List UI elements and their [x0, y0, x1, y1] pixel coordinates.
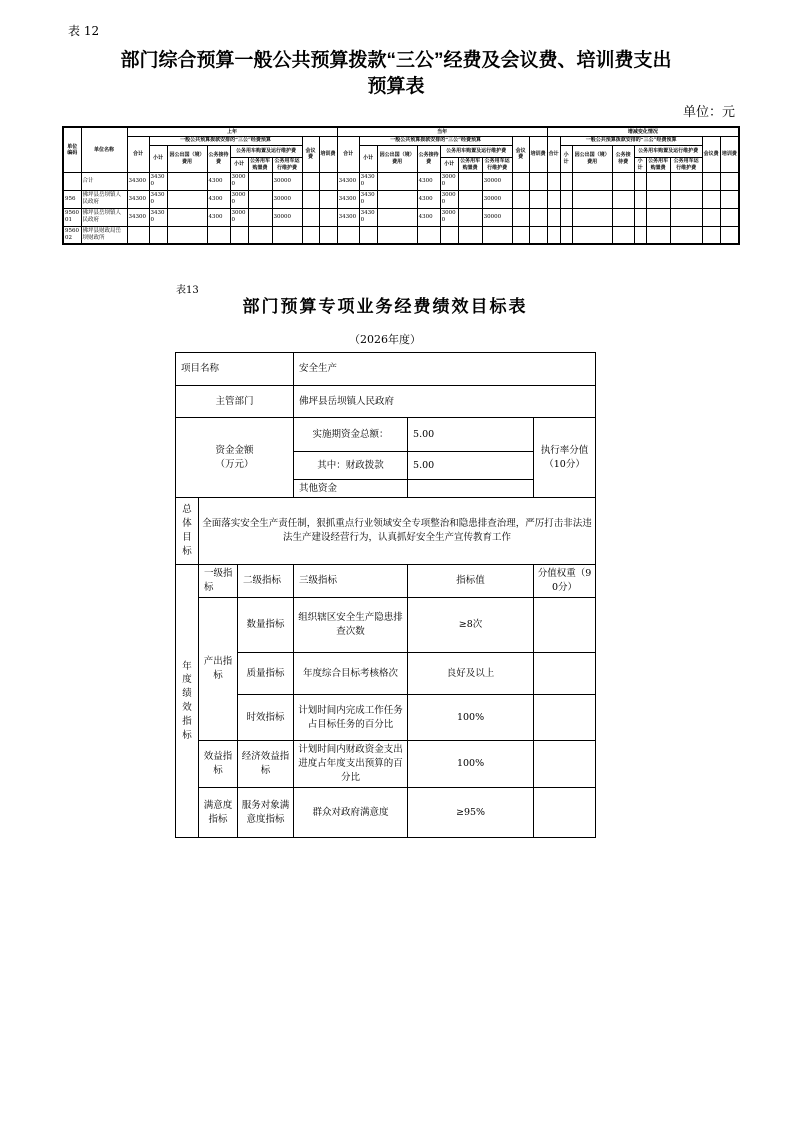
header-vehicle-group: 公务用车购置及运行维护费	[634, 145, 702, 157]
value-cell	[302, 190, 319, 208]
header-meeting: 会议费	[302, 136, 319, 172]
header-abroad: 因公出国（境）费用	[167, 145, 207, 172]
value-cell	[512, 172, 529, 190]
overall-goal-label: 总体目标	[176, 498, 199, 565]
weight-cell	[534, 788, 596, 838]
header-budget-group: 一般公共预算拨款安排的“三公”经费预算	[359, 136, 512, 145]
level3-cell: 计划时间内完成工作任务占目标任务的百分比	[294, 695, 408, 741]
annual-indicator-label: 年度绩效指标	[176, 565, 199, 838]
weight-cell	[534, 741, 596, 788]
value-cell	[167, 190, 207, 208]
value-cell: 30000	[230, 190, 248, 208]
level2-cell: 质量指标	[238, 653, 294, 695]
value-cell: 30000	[482, 208, 512, 226]
value-cell: 4300	[207, 208, 230, 226]
section-curr-year: 当年	[337, 127, 547, 136]
three-public-expense-table	[62, 126, 740, 245]
value-cell	[612, 172, 634, 190]
value-cell	[529, 226, 547, 244]
value-cell	[440, 226, 458, 244]
header-unit-code: 单位编码	[63, 127, 81, 172]
value-cell: 34300	[149, 208, 167, 226]
header-unit-name: 单位名称	[81, 127, 127, 172]
header-reception: 公务接待费	[207, 145, 230, 172]
fund-amount-label-line2: （万元）	[215, 458, 254, 470]
value-cell	[560, 190, 572, 208]
table12-title-line2: 预算表	[367, 75, 425, 97]
table-row	[63, 190, 739, 208]
value-cell	[512, 208, 529, 226]
header-vehicle-purchase: 公务用车购置费	[460, 158, 481, 171]
project-name-label: 项目名称	[176, 353, 294, 386]
level1-cell: 满意度指标	[199, 788, 238, 838]
value-cell: 30000	[230, 172, 248, 190]
value-cell	[272, 226, 302, 244]
header-subtotal: 小计	[560, 145, 572, 172]
value-cell: 4300	[417, 190, 440, 208]
value-cell	[512, 190, 529, 208]
header-vehicle-group: 公务用车购置及运行维护费	[230, 145, 302, 157]
header-reception: 公务接待费	[417, 145, 440, 172]
header-level3: 三级指标	[294, 565, 408, 598]
value-cell	[248, 172, 272, 190]
value-cell: 34300	[337, 172, 359, 190]
value-cell: 34300	[337, 208, 359, 226]
overall-goal-text: 全面落实安全生产责任制，狠抓重点行业领域安全专项整治和隐患排查治理，严厉打击非法违法生产建设经营行为，认真抓好安全生产宣传教育工作	[199, 498, 596, 565]
value-cell: 34300	[127, 172, 149, 190]
fund-other-value	[408, 480, 534, 498]
indicator-row	[176, 741, 596, 788]
header-total: 合计	[337, 136, 359, 172]
header-subtotal: 小计	[149, 145, 167, 172]
value-cell: 30000	[230, 208, 248, 226]
unit-code-cell: 956002	[63, 226, 81, 244]
level3-cell: 计划时间内财政资金支出进度占年度支出预算的百分比	[294, 741, 408, 788]
unit-name-cell: 佛坪县财政局岳坝财政所	[81, 226, 127, 244]
value-cell	[547, 226, 560, 244]
fund-fiscal-value: 5.00	[408, 452, 534, 480]
header-vehicle-purchase: 公务用车购置费	[249, 158, 270, 171]
value-cell	[207, 226, 230, 244]
table13-subtitle: （2026年度）	[349, 333, 421, 346]
project-name-value: 安全生产	[294, 353, 596, 386]
fund-other-label: 其他资金	[294, 480, 408, 498]
value-cell	[417, 226, 440, 244]
table-row	[63, 172, 739, 190]
header-vehicle-purchase: 公务用车购置费	[648, 158, 669, 171]
value-cell	[702, 226, 720, 244]
fund-fiscal-label: 其中：财政拨款	[294, 452, 408, 480]
value-cell: 30000	[440, 208, 458, 226]
value-cell	[670, 190, 702, 208]
level3-cell: 群众对政府满意度	[294, 788, 408, 838]
value-cell: 34300	[127, 190, 149, 208]
indicator-row	[176, 598, 596, 653]
value-cell	[572, 226, 612, 244]
level2-cell: 服务对象满意度指标	[238, 788, 294, 838]
value-cell	[458, 226, 482, 244]
value-cell	[720, 172, 739, 190]
value-cell	[612, 208, 634, 226]
value-cell	[302, 226, 319, 244]
header-abroad: 因公出国（境）费用	[377, 145, 417, 172]
weight-cell	[534, 653, 596, 695]
value-cell	[634, 190, 646, 208]
performance-target-table	[175, 352, 596, 838]
value-cell	[670, 226, 702, 244]
header-training: 培训费	[720, 136, 739, 172]
value-cell: 30000	[482, 172, 512, 190]
header-budget-group: 一般公共预算拨款安排的“三公”经费预算	[560, 136, 702, 145]
value-cell	[127, 226, 149, 244]
header-total: 合计	[547, 136, 560, 172]
value-cell: 34300	[359, 172, 377, 190]
value-cell: 34300	[149, 190, 167, 208]
value-cell: 4300	[417, 208, 440, 226]
table12-title	[56, 48, 736, 99]
value-cell	[646, 190, 670, 208]
unit-code-cell: 956001	[63, 208, 81, 226]
value-cell	[560, 172, 572, 190]
indicator-value-cell: 100%	[408, 695, 534, 741]
value-cell	[646, 226, 670, 244]
value-cell	[547, 172, 560, 190]
value-cell	[302, 172, 319, 190]
value-cell	[377, 172, 417, 190]
value-cell: 4300	[207, 190, 230, 208]
value-cell	[458, 172, 482, 190]
value-cell	[646, 172, 670, 190]
value-cell	[359, 226, 377, 244]
fund-total-value: 5.00	[408, 418, 534, 452]
value-cell	[319, 226, 337, 244]
value-cell: 30000	[272, 208, 302, 226]
value-cell	[634, 208, 646, 226]
value-cell	[560, 226, 572, 244]
level1-cell: 产出指标	[199, 598, 238, 741]
value-cell	[560, 208, 572, 226]
table13-title: 部门预算专项业务经费绩效目标表	[242, 297, 528, 317]
value-cell: 30000	[272, 172, 302, 190]
table13-tag: 表13	[176, 285, 199, 296]
value-cell: 30000	[482, 190, 512, 208]
value-cell: 34300	[149, 172, 167, 190]
value-cell	[547, 208, 560, 226]
value-cell	[634, 226, 646, 244]
unit-code-cell	[63, 172, 81, 190]
header-subtotal: 小计	[359, 145, 377, 172]
header-vehicle-maintain: 公务用车运行维护费	[670, 157, 702, 172]
dept-value: 佛坪县岳坝镇人民政府	[294, 386, 596, 418]
indicator-value-cell: 良好及以上	[408, 653, 534, 695]
value-cell: 34300	[337, 190, 359, 208]
value-cell	[572, 172, 612, 190]
indicator-value-cell: 100%	[408, 741, 534, 788]
header-level2: 二级指标	[238, 565, 294, 598]
unit-name-cell: 佛坪县岳坝镇人民政府	[81, 208, 127, 226]
weight-cell	[534, 695, 596, 741]
value-cell	[167, 172, 207, 190]
table12-tag: 表 12	[68, 24, 100, 38]
value-cell	[702, 208, 720, 226]
header-vehicle-subtotal: 小计	[230, 157, 248, 172]
value-cell	[230, 226, 248, 244]
value-cell	[167, 208, 207, 226]
fund-amount-label	[176, 418, 294, 498]
value-cell	[720, 190, 739, 208]
fund-amount-label-line1: 资金金额	[215, 444, 254, 456]
level3-cell: 年度综合目标考核格次	[294, 653, 408, 695]
value-cell: 4300	[417, 172, 440, 190]
value-cell	[720, 226, 739, 244]
indicator-value-cell: ≥95%	[408, 788, 534, 838]
value-cell	[702, 190, 720, 208]
value-cell	[529, 172, 547, 190]
exec-rate-label: 执行率分值（10分）	[534, 418, 596, 498]
value-cell	[248, 226, 272, 244]
section-change: 增减变化情况	[547, 127, 739, 136]
header-total: 合计	[127, 136, 149, 172]
indicator-value-cell: ≥8次	[408, 598, 534, 653]
value-cell	[458, 190, 482, 208]
indicator-row	[176, 653, 596, 695]
value-cell	[612, 190, 634, 208]
value-cell	[670, 208, 702, 226]
header-vehicle-subtotal: 小计	[440, 157, 458, 172]
value-cell: 30000	[440, 190, 458, 208]
level1-cell: 效益指标	[199, 741, 238, 788]
unit-name-cell: 合计	[81, 172, 127, 190]
value-cell	[248, 190, 272, 208]
value-cell	[482, 226, 512, 244]
value-cell	[377, 226, 417, 244]
fund-total-label: 实施期资金总额：	[294, 418, 408, 452]
value-cell	[319, 172, 337, 190]
value-cell	[149, 226, 167, 244]
indicator-row	[176, 695, 596, 741]
value-cell	[512, 226, 529, 244]
value-cell	[377, 190, 417, 208]
header-meeting: 会议费	[512, 136, 529, 172]
value-cell	[248, 208, 272, 226]
level2-cell: 数量指标	[238, 598, 294, 653]
value-cell	[670, 172, 702, 190]
table12-title-line1: 部门综合预算一般公共预算拨款“三公”经费及会议费、培训费支出	[120, 50, 672, 71]
header-vehicle-subtotal: 小计	[634, 157, 646, 172]
value-cell	[529, 190, 547, 208]
header-reception: 公务接待费	[612, 145, 634, 172]
unit-code-cell: 956	[63, 190, 81, 208]
value-cell	[167, 226, 207, 244]
header-level1: 一级指标	[199, 565, 238, 598]
header-training: 培训费	[319, 136, 337, 172]
header-vehicle-maintain: 公务用车运行维护费	[482, 157, 512, 172]
unit-name-cell: 佛坪县岳坝镇人民政府	[81, 190, 127, 208]
value-cell	[529, 208, 547, 226]
header-budget-group: 一般公共预算拨款安排的“三公”经费预算	[149, 136, 302, 145]
value-cell	[319, 208, 337, 226]
level2-cell: 时效指标	[238, 695, 294, 741]
value-cell: 34300	[127, 208, 149, 226]
value-cell	[646, 208, 670, 226]
header-vehicle-maintain: 公务用车运行维护费	[272, 157, 302, 172]
value-cell	[337, 226, 359, 244]
value-cell: 30000	[272, 190, 302, 208]
value-cell	[572, 208, 612, 226]
header-meeting: 会议费	[702, 136, 720, 172]
value-cell	[572, 190, 612, 208]
header-weight: 分值权重（90分）	[534, 565, 596, 598]
value-cell	[720, 208, 739, 226]
value-cell: 34300	[359, 208, 377, 226]
header-training: 培训费	[529, 136, 547, 172]
level3-cell: 组织辖区安全生产隐患排查次数	[294, 598, 408, 653]
header-vehicle-group: 公务用车购置及运行维护费	[440, 145, 512, 157]
unit-label: 单位：元	[682, 105, 735, 120]
value-cell: 30000	[440, 172, 458, 190]
section-prev-year: 上年	[127, 127, 337, 136]
level2-cell: 经济效益指标	[238, 741, 294, 788]
dept-label: 主管部门	[176, 386, 294, 418]
table-row	[63, 208, 739, 226]
header-abroad: 因公出国（境）费用	[572, 145, 612, 172]
value-cell	[634, 172, 646, 190]
value-cell	[458, 208, 482, 226]
value-cell: 34300	[359, 190, 377, 208]
indicator-row	[176, 788, 596, 838]
value-cell	[702, 172, 720, 190]
value-cell	[319, 190, 337, 208]
value-cell: 4300	[207, 172, 230, 190]
value-cell	[302, 208, 319, 226]
value-cell	[377, 208, 417, 226]
value-cell	[547, 190, 560, 208]
table-row	[63, 226, 739, 244]
weight-cell	[534, 598, 596, 653]
value-cell	[612, 226, 634, 244]
header-value: 指标值	[408, 565, 534, 598]
